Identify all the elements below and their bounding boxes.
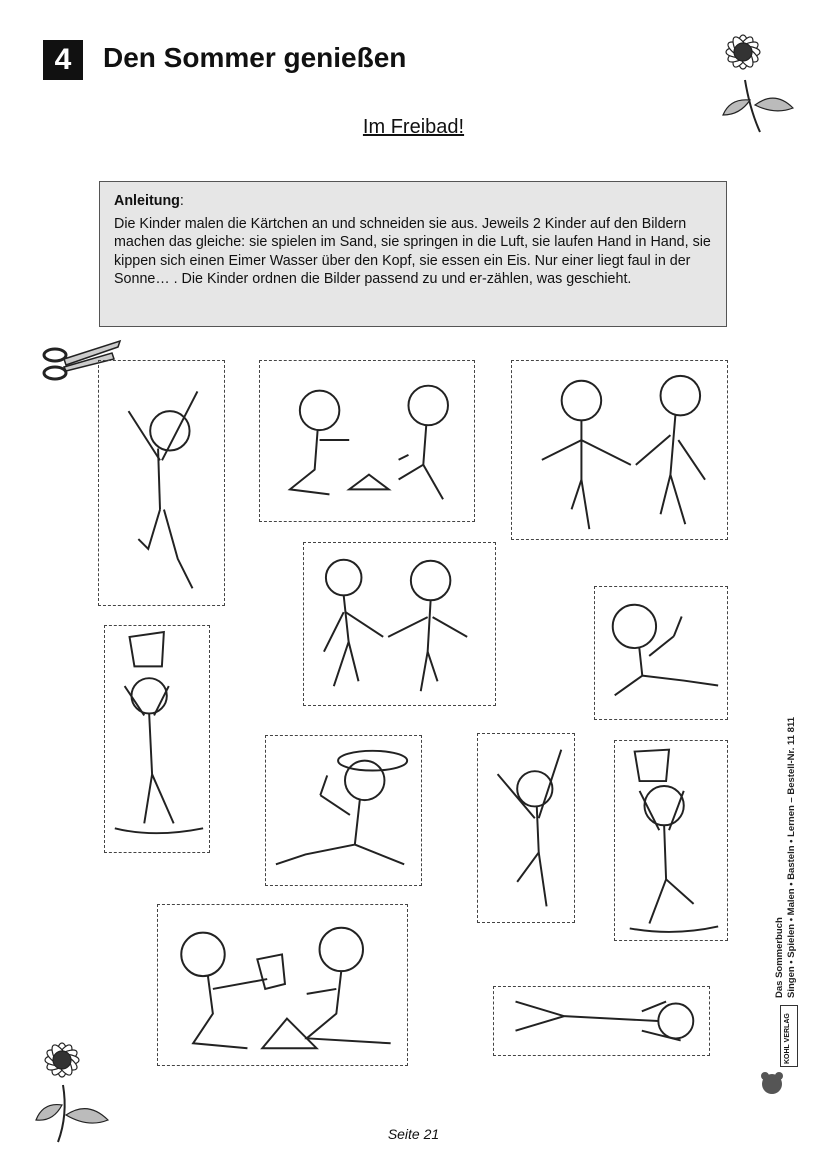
card-bucket-boy — [614, 740, 728, 941]
children-illustration — [260, 361, 474, 521]
child-illustration — [615, 741, 727, 940]
card-sand-cup — [157, 904, 408, 1066]
card-bucket-girl — [104, 625, 210, 853]
publisher-name: KOHL VERLAG — [784, 1013, 791, 1064]
card-jumping-girl — [477, 733, 575, 923]
card-sand-play — [259, 360, 475, 522]
children-illustration — [158, 905, 407, 1065]
instruction-text: Die Kinder malen die Kärtchen an und schneiden sie aus. Jeweils 2 Kinder auf den Bildern machen das gleiche: sie spielen im Sand, sie springen in die Luft, sie laufen Hand in Hand, sie kippen sich einen Eimer Wasser über den Kopf, sie essen ein Eis. Nur einer liegt faul in der Sonne… . Die Kinder ordnen die Bilder passend zu und er-zählen, was geschieht. — [114, 215, 711, 288]
subtitle: Im Freibad! — [362, 116, 465, 138]
child-illustration — [266, 736, 421, 885]
card-ice-cream-hat — [265, 735, 422, 886]
publisher-logo — [780, 1005, 798, 1067]
child-illustration — [99, 361, 224, 605]
child-illustration — [494, 987, 709, 1055]
child-illustration — [595, 587, 727, 719]
child-illustration — [105, 626, 209, 852]
side-book-subtitle: Singen • Spielen • Malen • Basteln • Lernen – Bestell-Nr. 11 811 — [786, 717, 797, 998]
page-title: Den Sommer genießen — [103, 42, 407, 73]
page-number: Seite 21 — [387, 1126, 440, 1142]
instruction-box — [99, 181, 727, 327]
chapter-number: 4 — [43, 40, 83, 80]
card-hand-in-hand — [511, 360, 728, 540]
children-illustration — [304, 543, 495, 705]
children-illustration — [512, 361, 727, 539]
side-book-title: Das Sommerbuch — [774, 917, 785, 998]
instruction-heading: Anleitung — [114, 193, 180, 209]
card-hand-in-hand-2 — [303, 542, 496, 706]
publisher-mascot-icon — [757, 1068, 787, 1098]
card-lazy-sun — [493, 986, 710, 1056]
instruction-heading-colon: : — [179, 193, 184, 209]
child-illustration — [478, 734, 574, 922]
card-ice-cream-girl — [594, 586, 728, 720]
card-jumping-boy — [98, 360, 225, 606]
